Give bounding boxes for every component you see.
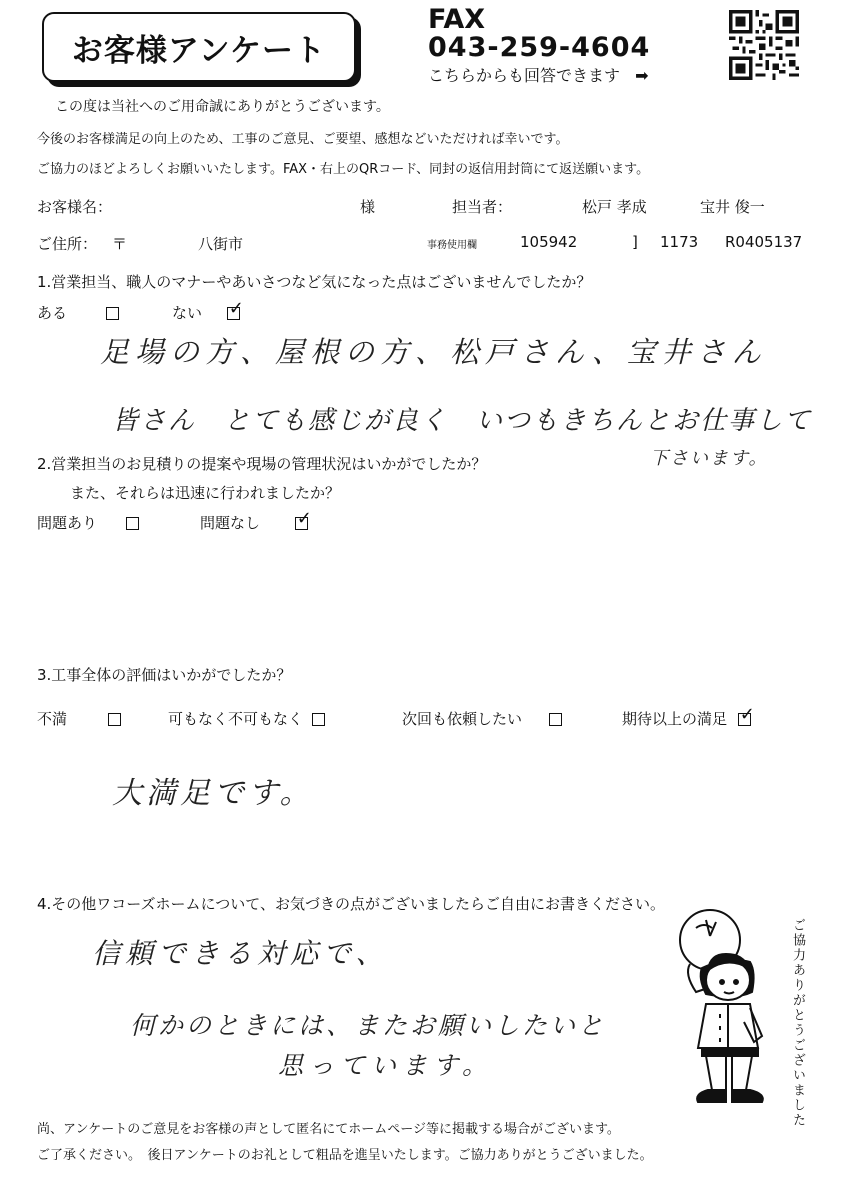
q1-no-checkbox[interactable] (227, 307, 240, 320)
q1-option-no (172, 302, 240, 323)
q3-option-4 (622, 708, 751, 729)
q4-answer-line-1: 信頼できる対応で、 (92, 937, 389, 970)
q1-answer-line-2: 皆さん とても感じが良く いつもきちんとお仕事して (112, 406, 813, 436)
q3-option-4-checkbox[interactable] (738, 713, 751, 726)
side-thanks-vertical: ご協力ありがとうございました (790, 918, 805, 1128)
q2-problem-checkbox[interactable] (126, 517, 139, 530)
qr-note (428, 63, 649, 86)
q4-question: 4.その他ワコーズホームについて、お気づきの点がございましたらご自由にお書きください。 (37, 895, 665, 913)
customer-name-label: お客様名： (37, 198, 113, 216)
q3-option-3-label: 次回も依頼したい (402, 710, 523, 728)
postal-mark: 〒 (112, 235, 128, 253)
q3-question: 3.工事全体の評価はいかがでしたか？ (37, 666, 292, 684)
q1-option-no-label: ない (172, 304, 203, 322)
q1-answer-line-3: 下さいます。 (650, 448, 769, 469)
q2-option-ok (200, 512, 308, 533)
q3-option-3 (402, 708, 562, 729)
fax-number: 043-259-4604 (428, 32, 651, 63)
q3-option-2 (168, 708, 325, 729)
q2-option-ok-label: 問題なし (200, 514, 261, 532)
q4-answer-line-2: 何かのときには、またお願いしたいと (130, 1011, 607, 1040)
q1-question: 1.営業担当、職人のマナーやあいさつなど気になった点はございませんでしたか？ (37, 273, 592, 291)
staff-label: 担当者： (452, 198, 513, 216)
arrow-right-icon: ➡ (635, 66, 649, 85)
office-use-label: 事務使用欄 (427, 240, 477, 251)
office-code-3: R0405137 (725, 233, 803, 251)
q3-option-1-checkbox[interactable] (108, 713, 121, 726)
footer-line-1: 尚、アンケートのご意見をお客様の声として匿名にてホームページ等に掲載する場合がございます。 (37, 1122, 620, 1137)
staff-name-1: 松戸 孝成 (582, 198, 647, 216)
qr-code-icon[interactable] (725, 10, 803, 80)
q2-question-1: 2.営業担当のお見積りの提案や現場の管理状況はいかがでしたか？ (37, 455, 487, 473)
q2-option-problem (37, 512, 139, 533)
q3-answer: 大満足です。 (112, 776, 314, 811)
q2-option-problem-label: 問題あり (37, 514, 98, 532)
q3-option-1 (37, 708, 121, 729)
worker-mascot-illustration (666, 908, 778, 1110)
q2-question-2: また、それらは迅速に行われましたか？ (70, 484, 341, 502)
qr-note-text: こちらからも回答できます (428, 66, 621, 85)
q1-yes-checkbox[interactable] (106, 307, 119, 320)
intro-line-1: この度は当社へのご用命誠にありがとうございます。 (55, 99, 390, 115)
q4-answer-line-3: 思っています。 (278, 1051, 494, 1080)
q1-answer-line-1: 足場の方、屋根の方、松戸さん、宝井さん (100, 335, 767, 369)
footer-line-2: ご了承ください。 後日アンケートのお礼として粗品を進呈いたします。ご協力ありがとうございました。 (37, 1148, 653, 1163)
sama-label: 様 (360, 198, 376, 216)
survey-title: お客様アンケート (42, 12, 356, 82)
q3-option-2-label: 可もなく不可もなく (168, 710, 304, 728)
address-value: 八街市 (198, 235, 244, 253)
q3-option-3-checkbox[interactable] (549, 713, 562, 726)
office-code-1: 105942 (520, 233, 578, 251)
address-label: ご住所： (37, 235, 98, 253)
q3-option-2-checkbox[interactable] (312, 713, 325, 726)
intro-line-3: ご協力のほどよろしくお願いいたします。FAX・右上のQRコード、同封の返信用封筒にて返送願います。 (37, 162, 650, 177)
fax-label: FAX (428, 4, 486, 35)
q1-option-yes-label: ある (37, 304, 68, 322)
q3-option-1-label: 不満 (37, 710, 68, 728)
office-bracket: ] (632, 233, 638, 251)
q2-ok-checkbox[interactable] (295, 517, 308, 530)
q1-option-yes (37, 302, 119, 323)
q3-option-4-label: 期待以上の満足 (622, 710, 728, 728)
staff-name-2: 宝井 俊一 (700, 198, 765, 216)
intro-line-2: 今後のお客様満足の向上のため、工事のご意見、ご要望、感想などいただければ幸いです。 (37, 132, 569, 147)
office-code-2: 1173 (660, 233, 699, 251)
